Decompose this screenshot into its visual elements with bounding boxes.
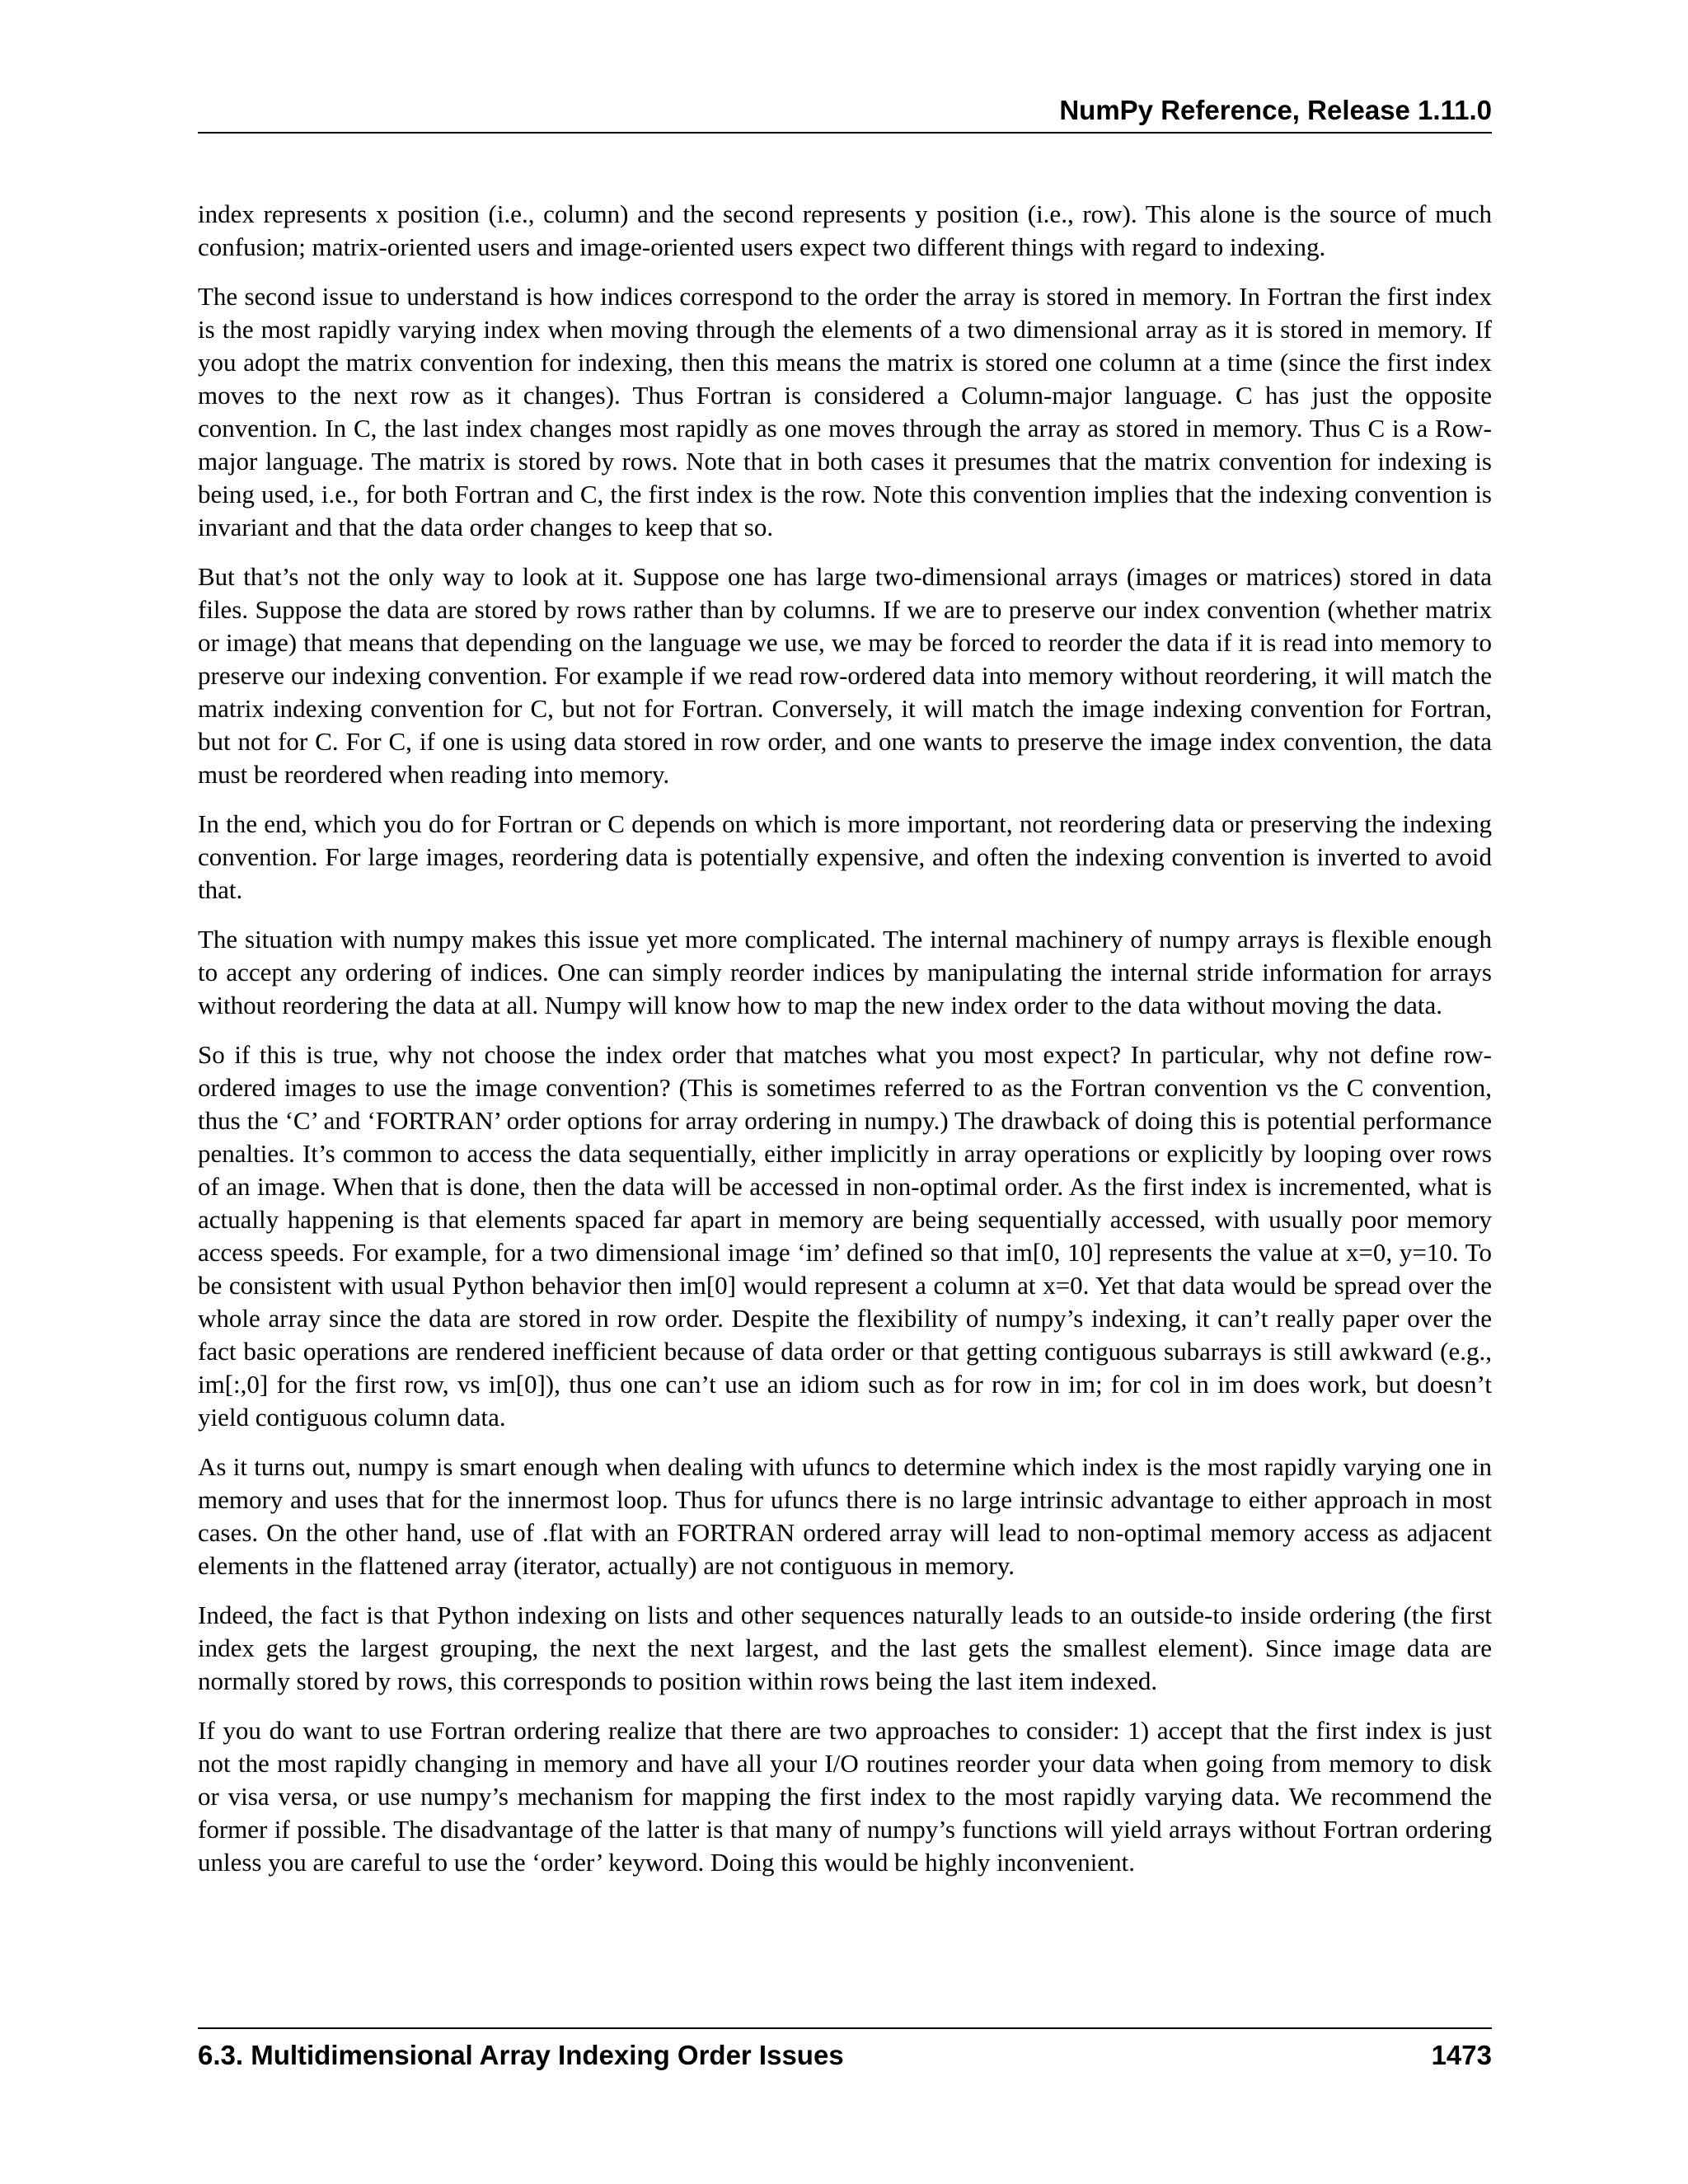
footer-section-title: 6.3. Multidimensional Array Indexing Order Issues [198, 2040, 844, 2070]
paragraph: If you do want to use Fortran ordering realize that there are two approaches to consider: 1) accept that the first index is just not the most rapidly changing in memory and have all your I/O routines reorder your data when going from memory to disk or visa versa, or use numpy’s mechanism for mapping the first index to the most rapidly varying data. We recommend the former if possible. The disadvantage of the latter is that many of numpy’s functions will yield arrays without Fortran ordering unless you are careful to use the ‘order’ keyword. Doing this would be highly inconvenient. [198, 1716, 1492, 1877]
page-number: 1473 [1431, 2040, 1492, 2070]
paragraph: Indeed, the fact is that Python indexing on lists and other sequences naturally leads to an outside-to inside ordering (the first index gets the largest grouping, the next the next largest, and the last gets the smallest element). Since image data are normally stored by rows, this corresponds to position within rows being the last item indexed. [198, 1601, 1492, 1695]
paragraph: So if this is true, why not choose the index order that matches what you most expect? In particular, why not define row-ordered images to use the image convention? (This is sometimes referred to as the Fortran convention vs the C convention, thus the ‘C’ and ‘FORTRAN’ order options for array ordering in numpy.) The drawback of doing this is potential performance penalties. It’s common to access the data sequentially, either implicitly in array operations or explicitly by looping over rows of an image. When that is done, then the data will be accessed in non-optimal order. As the first index is incremented, what is actually happening is that elements spaced far apart in memory are being sequentially accessed, with usually poor memory access speeds. For example, for a two dimensional image ‘im’ defined so that im[0, 10] represents the value at x=0, y=10. To be consistent with usual Python behavior then im[0] would represent a column at x=0. Yet that data would be spread over the whole array since the data are stored in row order. Despite the flexibility of numpy’s indexing, it can’t really paper over the fact basic operations are rendered inefficient because of data order or that getting contiguous subarrays is still awkward (e.g., im[:,0] for the first row, vs im[0]), thus one can’t use an idiom such as for row in im; for col in im does work, but doesn’t yield contiguous column data. [198, 1040, 1492, 1432]
body-text [198, 198, 1492, 1896]
paragraph: The second issue to understand is how indices correspond to the order the array is stored in memory. In Fortran the first index is the most rapidly varying index when moving through the elements of a two dimensional array as it is stored in memory. If you adopt the matrix convention for indexing, then this means the matrix is stored one column at a time (since the first index moves to the next row as it changes). Thus Fortran is considered a Column-major language. C has just the opposite convention. In C, the last index changes most rapidly as one moves through the array as stored in memory. Thus C is a Row-major language. The matrix is stored by rows. Note that in both cases it presumes that the matrix convention for indexing is being used, i.e., for both Fortran and C, the first index is the row. Note this convention implies that the indexing convention is invariant and that the data order changes to keep that so. [198, 282, 1492, 541]
paragraph: But that’s not the only way to look at it. Suppose one has large two-dimensional arrays (images or matrices) stored in data files. Suppose the data are stored by rows rather than by columns. If we are to preserve our index convention (whether matrix or image) that means that depending on the language we use, we may be forced to reorder the data if it is read into memory to preserve our indexing convention. For example if we read row-ordered data into memory without reordering, it will match the matrix indexing convention for C, but not for Fortran. Conversely, it will match the image indexing convention for Fortran, but not for C. For C, if one is using data stored in row order, and one wants to preserve the image index convention, the data must be reordered when reading into memory. [198, 562, 1492, 789]
running-footer [198, 2027, 1492, 2074]
paragraph: index represents x position (i.e., column) and the second represents y position (i.e., row). This alone is the source of much confusion; matrix-oriented users and image-oriented users expect two different things with regard to indexing. [198, 199, 1492, 261]
document-page [198, 0, 1492, 2184]
paragraph: As it turns out, numpy is smart enough when dealing with ufuncs to determine which index is the most rapidly varying one in memory and uses that for the innermost loop. Thus for ufuncs there is no large intrinsic advantage to either approach in most cases. On the other hand, use of .flat with an FORTRAN ordered array will lead to non-optimal memory access as adjacent elements in the flattened array (iterator, actually) are not contiguous in memory. [198, 1452, 1492, 1580]
paragraph: The situation with numpy makes this issue yet more complicated. The internal machinery of numpy arrays is flexible enough to accept any ordering of indices. One can simply reorder indices by manipulating the internal stride information for arrays without reordering the data at all. Numpy will know how to map the new index order to the data without moving the data. [198, 925, 1492, 1019]
paragraph: In the end, which you do for Fortran or C depends on which is more important, not reordering data or preserving the indexing convention. For large images, reordering data is potentially expensive, and often the indexing convention is inverted to avoid that. [198, 809, 1492, 904]
running-header: NumPy Reference, Release 1.11.0 [198, 92, 1492, 134]
